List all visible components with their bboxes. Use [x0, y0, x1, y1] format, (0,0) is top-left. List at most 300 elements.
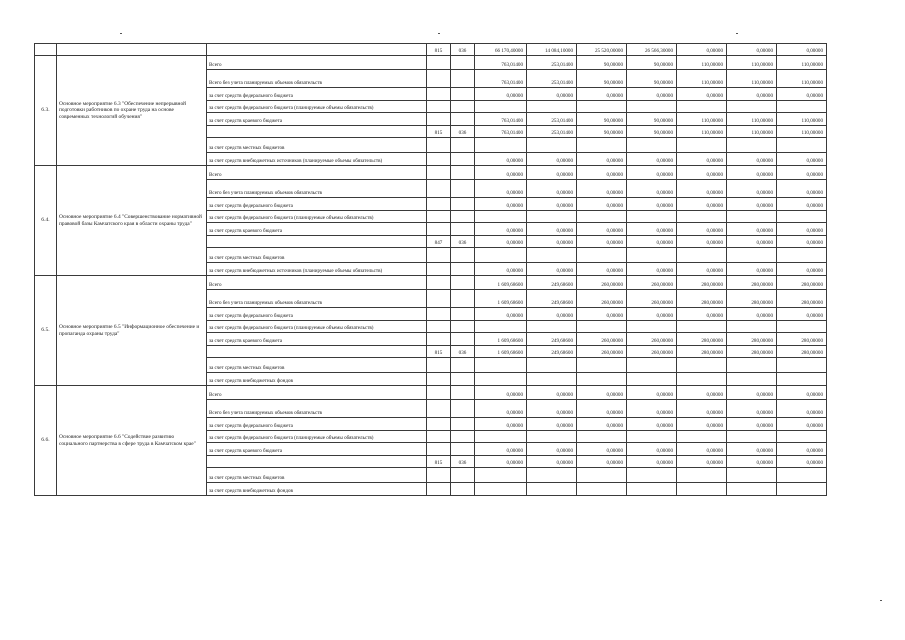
amount-value: 0,00000 — [475, 88, 527, 101]
amount-value: 763,01400 — [475, 70, 527, 88]
amount-value: 253,01400 — [527, 70, 577, 88]
section-code — [451, 101, 475, 113]
amount-value: 763,01400 — [475, 126, 527, 138]
amount-value: 253,01400 — [527, 113, 577, 126]
funding-source-label: Всего — [207, 56, 427, 70]
table-row — [35, 44, 827, 56]
amount-value: 253,01400 — [527, 56, 577, 70]
event-number: 6.3. — [35, 56, 57, 166]
scan-speck — [438, 33, 440, 34]
amount-value: 0,00000 — [527, 443, 577, 456]
amount-value: 763,01400 — [475, 56, 527, 70]
grbs-code — [427, 418, 451, 431]
amount-value — [777, 248, 827, 263]
amount-value: 0,00000 — [777, 153, 827, 166]
amount-value — [727, 373, 777, 386]
event-name: Основное мероприятие 6.3 "Обеспечение непрерывной подготовки работников по охране труда на основе современных технологий обучения" — [57, 56, 207, 166]
section-code — [451, 248, 475, 263]
amount-value: 0,00000 — [527, 418, 577, 431]
section-code — [451, 180, 475, 198]
amount-value — [527, 468, 577, 483]
grbs-code — [427, 308, 451, 321]
amount-value — [475, 211, 527, 223]
amount-cell: 0,00000 — [727, 44, 777, 56]
amount-value: 280,00000 — [727, 333, 777, 346]
section-code — [451, 308, 475, 321]
amount-value: 0,00000 — [475, 443, 527, 456]
amount-value: 110,00000 — [677, 126, 727, 138]
amount-value — [727, 431, 777, 443]
amount-value — [527, 373, 577, 386]
amount-value: 0,00000 — [475, 308, 527, 321]
amount-value: 0,00000 — [627, 418, 677, 431]
amount-value: 0,00000 — [727, 88, 777, 101]
funding-source-label: за счет средств внебюджетных фондов — [207, 373, 427, 386]
section-code — [451, 198, 475, 211]
amount-value: 110,00000 — [727, 70, 777, 88]
amount-value: 280,00000 — [777, 290, 827, 308]
amount-value: 0,00000 — [577, 456, 627, 468]
event-name: Основное мероприятие 6.5 "Информационное обеспечение и пропаганда охраны труда" — [57, 276, 207, 386]
funding-source-label: Всего без учета планируемых объемов обязательств — [207, 290, 427, 308]
section-code — [451, 468, 475, 483]
amount-value — [577, 483, 627, 496]
amount-value: 0,00000 — [727, 236, 777, 248]
amount-value: 0,00000 — [527, 223, 577, 236]
grbs-code — [427, 358, 451, 373]
amount-value — [727, 211, 777, 223]
funding-source-label: за счет средств местных бюджетов — [207, 248, 427, 263]
amount-value: 0,00000 — [727, 198, 777, 211]
table-row — [35, 56, 827, 70]
grbs-code — [427, 113, 451, 126]
table-row — [35, 386, 827, 400]
amount-value: 0,00000 — [727, 386, 777, 400]
amount-value: 0,00000 — [677, 456, 727, 468]
amount-value: 0,00000 — [627, 153, 677, 166]
scan-speck — [120, 33, 122, 34]
amount-value: 0,00000 — [527, 263, 577, 276]
amount-value: 0,00000 — [475, 198, 527, 211]
amount-value: 0,00000 — [677, 180, 727, 198]
amount-value: 280,00000 — [727, 346, 777, 358]
amount-value: 0,00000 — [577, 400, 627, 418]
amount-value — [677, 211, 727, 223]
amount-value: 0,00000 — [577, 418, 627, 431]
amount-value: 260,00000 — [577, 276, 627, 290]
amount-value — [677, 321, 727, 333]
amount-value — [627, 101, 677, 113]
amount-value: 0,00000 — [727, 418, 777, 431]
section-code-cell: 036 — [451, 44, 475, 56]
grbs-code — [427, 70, 451, 88]
amount-value: 1 609,68600 — [475, 333, 527, 346]
funding-source-label: за счет средств федерального бюджета — [207, 198, 427, 211]
table-row — [35, 276, 827, 290]
funding-source-label: за счет средств краевого бюджета — [207, 223, 427, 236]
amount-value: 90,00000 — [577, 113, 627, 126]
amount-value — [577, 431, 627, 443]
funding-source-label: за счет средств федерального бюджета (планируемые объемы обязательств) — [207, 101, 427, 113]
amount-value — [627, 431, 677, 443]
amount-value: 0,00000 — [475, 223, 527, 236]
section-code — [451, 263, 475, 276]
amount-value: 280,00000 — [677, 333, 727, 346]
funding-source-label: за счет средств федерального бюджета — [207, 418, 427, 431]
amount-value: 0,00000 — [727, 263, 777, 276]
grbs-code — [427, 333, 451, 346]
amount-value: 0,00000 — [677, 400, 727, 418]
amount-value: 0,00000 — [577, 263, 627, 276]
amount-value: 0,00000 — [577, 443, 627, 456]
amount-value: 0,00000 — [577, 153, 627, 166]
amount-value: 0,00000 — [527, 88, 577, 101]
amount-value: 1 609,68600 — [475, 276, 527, 290]
amount-value: 0,00000 — [777, 308, 827, 321]
section-code: 036 — [451, 346, 475, 358]
amount-value: 0,00000 — [727, 443, 777, 456]
index-cell — [35, 44, 57, 56]
amount-value: 253,01400 — [527, 126, 577, 138]
amount-cell: 66 170,40000 — [475, 44, 527, 56]
budget-table — [34, 43, 827, 496]
amount-value — [777, 101, 827, 113]
funding-source-label: за счет средств краевого бюджета — [207, 113, 427, 126]
amount-value — [777, 358, 827, 373]
amount-value: 0,00000 — [475, 153, 527, 166]
amount-value: 0,00000 — [627, 456, 677, 468]
amount-value: 0,00000 — [627, 88, 677, 101]
amount-value — [577, 373, 627, 386]
amount-value: 249,68600 — [527, 290, 577, 308]
section-code — [451, 211, 475, 223]
amount-value: 90,00000 — [627, 126, 677, 138]
funding-source-label: Всего без учета планируемых объемов обязательств — [207, 180, 427, 198]
grbs-code: 847 — [427, 236, 451, 248]
grbs-code — [427, 400, 451, 418]
amount-value: 249,68600 — [527, 333, 577, 346]
amount-value: 0,00000 — [727, 308, 777, 321]
amount-value: 0,00000 — [577, 198, 627, 211]
amount-value: 110,00000 — [727, 126, 777, 138]
section-code — [451, 166, 475, 180]
amount-value — [777, 483, 827, 496]
event-name: Основное мероприятие 6.4 "Совершенствование нормативной правовой базы Камчатского края в области охраны труда" — [57, 166, 207, 276]
amount-value: 0,00000 — [777, 88, 827, 101]
funding-source-label: за счет средств краевого бюджета — [207, 333, 427, 346]
event-number: 6.4. — [35, 166, 57, 276]
amount-value: 0,00000 — [527, 386, 577, 400]
amount-value: 763,01400 — [475, 113, 527, 126]
amount-value — [475, 248, 527, 263]
funding-source-label: Всего — [207, 386, 427, 400]
event-number: 6.6. — [35, 386, 57, 496]
funding-source-label: Всего — [207, 166, 427, 180]
amount-value: 280,00000 — [777, 333, 827, 346]
amount-value: 0,00000 — [527, 166, 577, 180]
amount-value: 0,00000 — [777, 386, 827, 400]
amount-value: 0,00000 — [777, 166, 827, 180]
amount-value: 260,00000 — [577, 290, 627, 308]
amount-value: 0,00000 — [577, 166, 627, 180]
section-code — [451, 113, 475, 126]
grbs-code-cell: 815 — [427, 44, 451, 56]
amount-value: 0,00000 — [627, 308, 677, 321]
amount-value — [627, 248, 677, 263]
amount-value: 1 609,68600 — [475, 346, 527, 358]
amount-value: 0,00000 — [727, 456, 777, 468]
amount-value: 0,00000 — [777, 443, 827, 456]
amount-value: 90,00000 — [577, 56, 627, 70]
amount-value: 0,00000 — [627, 223, 677, 236]
amount-value: 110,00000 — [777, 56, 827, 70]
grbs-code — [427, 248, 451, 263]
amount-value: 0,00000 — [777, 418, 827, 431]
amount-value: 0,00000 — [475, 236, 527, 248]
amount-value: 0,00000 — [475, 456, 527, 468]
amount-value — [777, 138, 827, 153]
grbs-code — [427, 223, 451, 236]
section-code — [451, 70, 475, 88]
amount-value — [577, 138, 627, 153]
amount-value: 0,00000 — [527, 180, 577, 198]
amount-value — [727, 321, 777, 333]
amount-value — [577, 248, 627, 263]
amount-value — [677, 248, 727, 263]
event-name-cell — [57, 44, 207, 56]
funding-source-label: за счет средств внебюджетных источников (планируемые объемы обязательств) — [207, 153, 427, 166]
amount-value — [527, 138, 577, 153]
amount-value: 0,00000 — [677, 443, 727, 456]
amount-value: 0,00000 — [527, 456, 577, 468]
amount-value — [577, 468, 627, 483]
amount-value: 110,00000 — [727, 113, 777, 126]
grbs-code — [427, 468, 451, 483]
amount-value — [527, 101, 577, 113]
amount-value: 0,00000 — [475, 166, 527, 180]
section-code — [451, 276, 475, 290]
amount-value: 260,00000 — [627, 333, 677, 346]
amount-value — [577, 211, 627, 223]
section-code — [451, 333, 475, 346]
grbs-code — [427, 56, 451, 70]
amount-value: 0,00000 — [627, 180, 677, 198]
amount-value — [627, 358, 677, 373]
amount-value: 0,00000 — [475, 263, 527, 276]
amount-value: 0,00000 — [577, 180, 627, 198]
amount-value: 0,00000 — [627, 263, 677, 276]
amount-value — [727, 468, 777, 483]
grbs-code — [427, 263, 451, 276]
amount-value: 0,00000 — [677, 263, 727, 276]
amount-value: 0,00000 — [577, 386, 627, 400]
funding-source-label — [207, 456, 427, 468]
amount-value — [727, 358, 777, 373]
section-code — [451, 88, 475, 101]
amount-value: 0,00000 — [777, 400, 827, 418]
amount-value — [475, 373, 527, 386]
grbs-code — [427, 138, 451, 153]
grbs-code — [427, 431, 451, 443]
amount-value: 0,00000 — [727, 153, 777, 166]
amount-value — [527, 358, 577, 373]
grbs-code — [427, 166, 451, 180]
amount-value: 0,00000 — [727, 166, 777, 180]
scan-speck — [880, 600, 882, 601]
amount-value: 260,00000 — [627, 346, 677, 358]
section-code — [451, 418, 475, 431]
amount-value: 110,00000 — [677, 70, 727, 88]
amount-value: 280,00000 — [677, 346, 727, 358]
amount-cell: 14 084,10000 — [527, 44, 577, 56]
amount-value: 90,00000 — [627, 56, 677, 70]
section-code — [451, 358, 475, 373]
funding-source-label: за счет средств федерального бюджета — [207, 88, 427, 101]
amount-value: 280,00000 — [677, 276, 727, 290]
amount-value — [677, 468, 727, 483]
amount-value: 280,00000 — [727, 290, 777, 308]
funding-source-label: за счет средств краевого бюджета — [207, 443, 427, 456]
grbs-code: 815 — [427, 126, 451, 138]
amount-value: 90,00000 — [627, 113, 677, 126]
source-label-cell — [207, 44, 427, 56]
grbs-code — [427, 373, 451, 386]
amount-value: 0,00000 — [627, 443, 677, 456]
amount-value: 90,00000 — [577, 126, 627, 138]
amount-value: 0,00000 — [777, 236, 827, 248]
section-code — [451, 386, 475, 400]
amount-value — [527, 248, 577, 263]
amount-value — [727, 483, 777, 496]
amount-value — [475, 101, 527, 113]
funding-source-label — [207, 126, 427, 138]
section-code — [451, 138, 475, 153]
amount-value: 0,00000 — [777, 180, 827, 198]
amount-value — [527, 431, 577, 443]
section-code — [451, 443, 475, 456]
amount-value: 0,00000 — [777, 263, 827, 276]
amount-value: 110,00000 — [777, 70, 827, 88]
amount-value: 260,00000 — [627, 290, 677, 308]
amount-value: 280,00000 — [777, 276, 827, 290]
amount-value: 0,00000 — [727, 180, 777, 198]
amount-cell: 25 520,00000 — [577, 44, 627, 56]
amount-value: 0,00000 — [777, 198, 827, 211]
amount-value: 249,68600 — [527, 276, 577, 290]
amount-value — [777, 431, 827, 443]
amount-value — [475, 138, 527, 153]
amount-value: 0,00000 — [527, 400, 577, 418]
funding-source-label: за счет средств местных бюджетов — [207, 138, 427, 153]
amount-value: 0,00000 — [577, 308, 627, 321]
funding-source-label: за счет средств внебюджетных источников (планируемые объемы обязательств) — [207, 263, 427, 276]
amount-value: 0,00000 — [727, 400, 777, 418]
amount-value — [627, 138, 677, 153]
amount-value — [727, 248, 777, 263]
funding-source-label: за счет средств федерального бюджета (планируемые объемы обязательств) — [207, 211, 427, 223]
amount-value: 110,00000 — [777, 113, 827, 126]
amount-value — [475, 321, 527, 333]
amount-value — [777, 321, 827, 333]
amount-value: 0,00000 — [677, 418, 727, 431]
amount-value: 0,00000 — [475, 418, 527, 431]
funding-source-label: Всего — [207, 276, 427, 290]
amount-value: 280,00000 — [677, 290, 727, 308]
amount-value: 0,00000 — [475, 400, 527, 418]
amount-value — [777, 211, 827, 223]
amount-value — [627, 483, 677, 496]
funding-source-label: за счет средств федерального бюджета (планируемые объемы обязательств) — [207, 321, 427, 333]
amount-value: 0,00000 — [777, 456, 827, 468]
amount-value — [475, 431, 527, 443]
grbs-code — [427, 198, 451, 211]
amount-value: 0,00000 — [527, 236, 577, 248]
amount-value: 0,00000 — [677, 308, 727, 321]
scan-speck — [736, 33, 738, 34]
grbs-code — [427, 276, 451, 290]
amount-value: 0,00000 — [677, 223, 727, 236]
amount-value: 110,00000 — [677, 56, 727, 70]
section-code — [451, 400, 475, 418]
funding-source-label: Всего без учета планируемых объемов обязательств — [207, 400, 427, 418]
amount-value: 0,00000 — [677, 88, 727, 101]
amount-value: 260,00000 — [627, 276, 677, 290]
table-row — [35, 166, 827, 180]
amount-value — [677, 431, 727, 443]
grbs-code — [427, 321, 451, 333]
event-number: 6.5. — [35, 276, 57, 386]
amount-value: 0,00000 — [627, 386, 677, 400]
amount-value: 0,00000 — [677, 236, 727, 248]
amount-value: 0,00000 — [727, 223, 777, 236]
amount-value: 0,00000 — [627, 198, 677, 211]
amount-value: 110,00000 — [777, 126, 827, 138]
amount-value — [475, 483, 527, 496]
event-name: Основное мероприятие 6.6 "Содействие развитию социального партнерства в сфере труда в Камчатском крае" — [57, 386, 207, 496]
amount-value: 0,00000 — [677, 198, 727, 211]
amount-value: 110,00000 — [727, 56, 777, 70]
amount-value — [577, 358, 627, 373]
amount-value — [727, 101, 777, 113]
amount-value: 249,68600 — [527, 346, 577, 358]
amount-value — [627, 321, 677, 333]
funding-source-label: за счет средств федерального бюджета (планируемые объемы обязательств) — [207, 431, 427, 443]
amount-value — [677, 373, 727, 386]
amount-value — [677, 483, 727, 496]
grbs-code — [427, 211, 451, 223]
amount-value — [627, 468, 677, 483]
section-code: 036 — [451, 456, 475, 468]
amount-value: 110,00000 — [677, 113, 727, 126]
section-code — [451, 373, 475, 386]
amount-value — [677, 358, 727, 373]
amount-value: 280,00000 — [777, 346, 827, 358]
section-code: 036 — [451, 236, 475, 248]
grbs-code: 815 — [427, 346, 451, 358]
amount-value — [527, 211, 577, 223]
amount-value — [527, 321, 577, 333]
funding-source-label: за счет средств внебюджетных фондов — [207, 483, 427, 496]
section-code: 036 — [451, 126, 475, 138]
amount-value: 90,00000 — [627, 70, 677, 88]
amount-cell: 26 566,30000 — [627, 44, 677, 56]
amount-value — [627, 373, 677, 386]
grbs-code — [427, 290, 451, 308]
amount-value: 0,00000 — [527, 308, 577, 321]
grbs-code — [427, 153, 451, 166]
funding-source-label: Всего без учета планируемых объемов обязательств — [207, 70, 427, 88]
funding-source-label — [207, 236, 427, 248]
